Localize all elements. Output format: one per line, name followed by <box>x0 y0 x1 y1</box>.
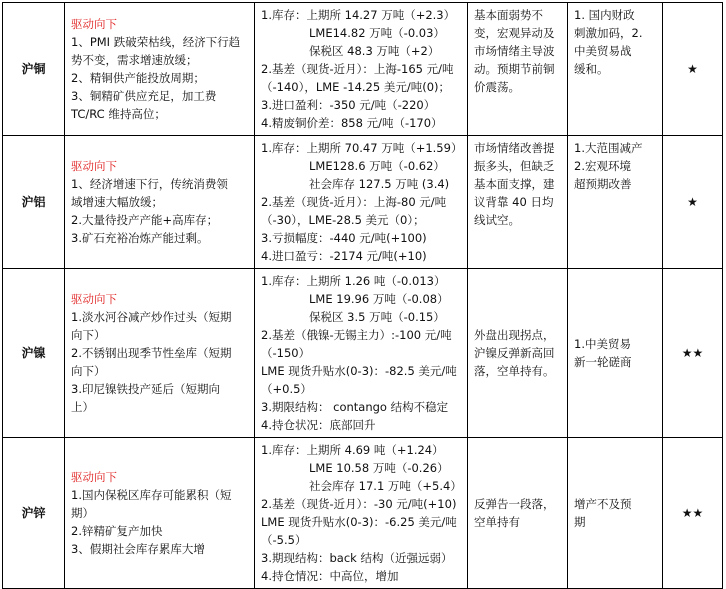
macro-cell <box>568 438 663 589</box>
view-line: 价震荡。 <box>474 80 520 94</box>
data-line: （-30），LME-28.5 美元（0）； <box>261 213 425 227</box>
macro-cell <box>568 269 663 438</box>
data-line: 1.库存：上期所 70.47 万吨（+1.59） <box>261 141 463 155</box>
driver-cell <box>65 269 255 438</box>
data-cell <box>255 3 468 136</box>
data-cell <box>255 438 468 589</box>
driver-line: 1、PMI 跌破荣枯线，经济下行趋 <box>71 35 241 49</box>
view-line: 基本面弱势不 <box>474 8 543 22</box>
view-line: 反弹告一段落， <box>474 497 555 511</box>
view-line: 线试空。 <box>474 213 520 227</box>
data-line: 2.基差（现货-近月）：上海-165 元/吨 <box>261 62 454 76</box>
driver-line: 域增速大幅放缓； <box>71 195 163 209</box>
driver-line: 3.矿石充裕冶炼产能过剩。 <box>71 231 209 245</box>
driver-title: 驱动向下 <box>71 159 117 173</box>
driver-cell <box>65 438 255 589</box>
table-row <box>3 136 723 269</box>
metal-name: 沪铝 <box>3 136 65 269</box>
driver-line: 3.印尼镍铁投产延后（短期向 <box>71 382 220 396</box>
table-row <box>3 3 723 136</box>
data-line: 3.期限结构： contango 结构不稳定 <box>261 400 449 414</box>
data-line: 1.库存：上期所 4.69 吨（+1.24） <box>261 443 444 457</box>
metal-name: 沪锌 <box>3 438 65 589</box>
driver-line: 3、铜精矿供应充足，加工费 <box>71 89 217 103</box>
commodity-outlook-table <box>2 2 723 589</box>
data-line: 4.持仓状况：底部回升 <box>261 418 376 432</box>
macro-line: 2.宏观环境 <box>574 159 631 173</box>
macro-line: 期 <box>574 515 586 529</box>
driver-line: 势不变，需求增速放缓； <box>71 53 198 67</box>
data-line: 4.进口盈亏：-2174 元/吨(+10) <box>261 249 427 263</box>
rating-stars: ★★ <box>663 269 723 438</box>
data-line: 保税区 48.3 万吨（+2） <box>309 44 440 58</box>
data-line: （-140），LME -14.25 美元/吨(0)； <box>261 80 450 94</box>
data-line: 2.基差（现货-近月）：-30 元/吨(+10) <box>261 497 457 511</box>
data-line: LME14.82 万吨（-0.03） <box>309 26 445 40</box>
data-cell <box>255 269 468 438</box>
view-line: 落，空单持有。 <box>474 364 555 378</box>
macro-line: 新一轮磋商 <box>574 355 632 369</box>
driver-title: 驱动向下 <box>71 292 117 306</box>
view-line: 空单持有 <box>474 515 520 529</box>
table-row <box>3 269 723 438</box>
macro-line: 1.中美贸易 <box>574 337 631 351</box>
data-line: 社会库存 127.5 万吨 (3.4) <box>309 177 450 191</box>
view-line: 外盘出现拐点， <box>474 328 555 342</box>
macro-line: 中美贸易战 <box>574 44 632 58</box>
data-line: 3.期现结构：back 结构（近强远弱） <box>261 551 453 565</box>
data-line: 社会库存 17.1 万吨（+5.4） <box>309 479 462 493</box>
data-line: 保税区 3.5 万吨（-0.15） <box>309 310 445 324</box>
view-line: 变，宏观异动及 <box>474 26 555 40</box>
view-line: 议背靠 40 日均 <box>474 195 554 209</box>
view-line: 沪镍反弹新高回 <box>474 346 555 360</box>
macro-cell <box>568 136 663 269</box>
data-line: 3.进口盈利：-350 元/吨（-220） <box>261 98 436 112</box>
macro-line: 超预期改善 <box>574 177 632 191</box>
macro-line: 缓和。 <box>574 62 609 76</box>
metal-name: 沪镍 <box>3 269 65 438</box>
table-row <box>3 438 723 589</box>
macro-cell <box>568 3 663 136</box>
data-line: LME 现货升贴水(0-3)：-6.25 美元/吨 <box>261 515 457 529</box>
driver-title: 驱动向下 <box>71 470 117 484</box>
macro-line: 刺激加码，2. <box>574 26 643 40</box>
driver-line: 期） <box>71 506 94 520</box>
view-cell <box>468 3 568 136</box>
rating-stars: ★★ <box>663 438 723 589</box>
rating-stars: ★ <box>663 3 723 136</box>
driver-line: 1、经济增速下行，传统消费领 <box>71 177 228 191</box>
driver-cell <box>65 136 255 269</box>
macro-line: 1. 国内财政 <box>574 8 635 22</box>
driver-line: 1.国内保税区库存可能累积（短 <box>71 488 232 502</box>
data-line: （+0.5） <box>261 382 312 396</box>
view-line: 基本面支撑，建 <box>474 177 555 191</box>
data-line: 3.亏损幅度：-440 元/吨(+100) <box>261 231 427 245</box>
data-line: 1.库存：上期所 14.27 万吨（+2.3） <box>261 8 456 22</box>
data-line: 2.基差（现货-近月）：上海-80 元/吨 <box>261 195 447 209</box>
driver-line: 2.大量待投产产能+高库存； <box>71 213 219 227</box>
data-line: LME 19.96 万吨（-0.08） <box>309 292 449 306</box>
data-cell <box>255 136 468 269</box>
driver-line: 上） <box>71 400 94 414</box>
driver-line: 向下） <box>71 364 106 378</box>
driver-line: 2.锌精矿复产加快 <box>71 524 163 538</box>
macro-line: 增产不及预 <box>574 497 632 511</box>
rating-stars: ★ <box>663 136 723 269</box>
data-line: 2.基差（俄镍-无锡主力）:-100 元/吨 <box>261 328 452 342</box>
data-line: 4.持仓情况：中高位，增加 <box>261 569 399 583</box>
driver-cell <box>65 3 255 136</box>
view-line: 市场情绪主导波 <box>474 44 555 58</box>
view-line: 振多头，但缺乏 <box>474 159 555 173</box>
driver-line: 3、假期社会库存累库大增 <box>71 542 205 556</box>
driver-line: 向下） <box>71 328 106 342</box>
view-line: 市场情绪改善提 <box>474 141 555 155</box>
driver-title: 驱动向下 <box>71 17 117 31</box>
driver-line: TC/RC 维持高位； <box>71 107 166 121</box>
driver-line: 1.淡水河谷减产炒作过头（短期 <box>71 310 232 324</box>
data-line: LME 10.58 万吨（-0.26） <box>309 461 449 475</box>
data-line: （-150） <box>261 346 311 360</box>
data-line: LME 现货升贴水(0-3)：-82.5 美元/吨 <box>261 364 457 378</box>
data-line: LME128.6 万吨（-0.62） <box>309 159 445 173</box>
macro-line: 1.大范围减产 <box>574 141 643 155</box>
driver-line: 2.不锈钢出现季节性垒库（短期 <box>71 346 232 360</box>
view-cell <box>468 136 568 269</box>
data-line: 1.库存：上期所 1.26 吨（-0.013） <box>261 274 446 288</box>
view-cell <box>468 438 568 589</box>
view-line: 动。预期节前铜 <box>474 62 555 76</box>
metal-name: 沪铜 <box>3 3 65 136</box>
data-line: （-5.5） <box>261 533 307 547</box>
view-cell <box>468 269 568 438</box>
driver-line: 2、精铜供产能投放周期； <box>71 71 205 85</box>
data-line: 4.精废铜价差：858 元/吨（-170） <box>261 116 443 130</box>
